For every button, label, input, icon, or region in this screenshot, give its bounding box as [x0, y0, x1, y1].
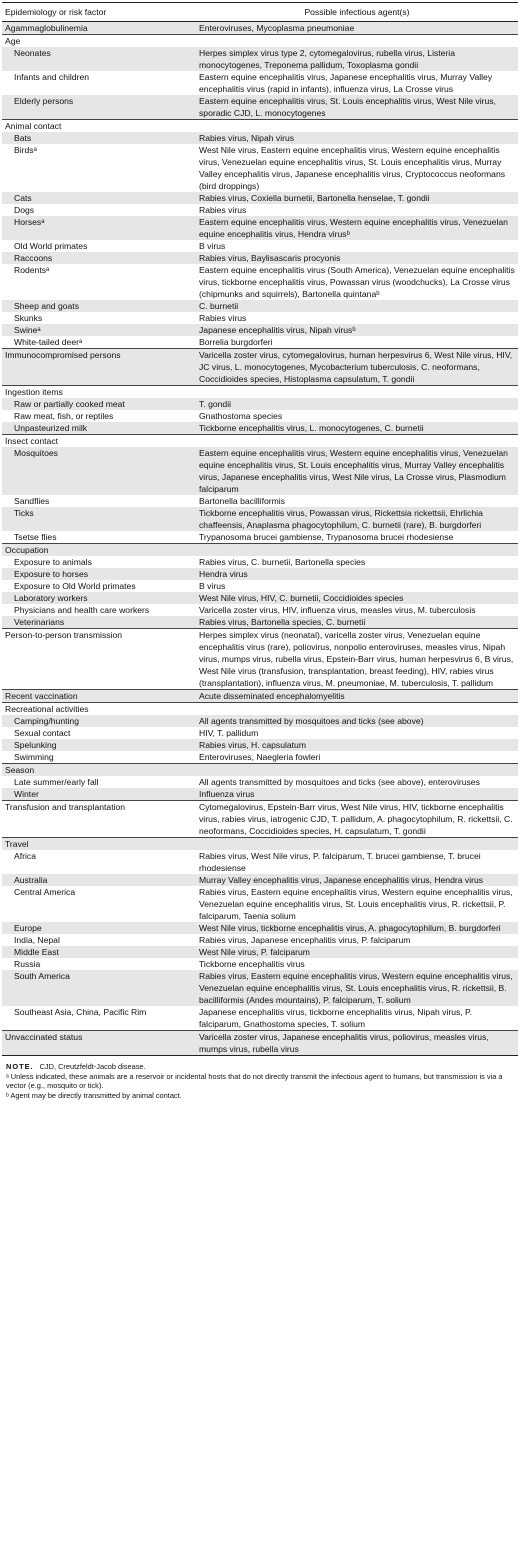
- infectious-agents-cell: Rabies virus, Bartonella species, C. burnetii: [196, 616, 518, 629]
- infectious-agents-cell: Eastern equine encephalitis virus, Western equine encephalitis virus, Venezuelan equine encephalitis virus, Hendra virusᵇ: [196, 216, 518, 240]
- table-row: [2, 850, 518, 874]
- table-header-row: [2, 3, 518, 22]
- infectious-agents-cell: Varicella zoster virus, cytomegalovirus, human herpesvirus 6, West Nile virus, HIV, JC virus, L. monocytogenes, Mycobacterium tuberculosis, C. neoformans, Coccidioides species, Histoplasma capsulatum, T. gondii: [196, 349, 518, 386]
- infectious-agents-cell: West Nile virus, tickborne encephalitis virus, A. phagocytophilum, B. burgdorferi: [196, 922, 518, 934]
- table-row: [2, 435, 518, 448]
- table-row: [2, 349, 518, 386]
- column-header-infectious-agents: Possible infectious agent(s): [196, 3, 518, 22]
- risk-factor-cell: Old World primates: [14, 241, 88, 251]
- infectious-agents-cell: West Nile virus, HIV, C. burnetii, Coccidioides species: [196, 592, 518, 604]
- footnote-a: ᵃ Unless indicated, these animals are a reservoir or incidental hosts that do not directly transmit the infectious agent to humans, but transmission is via a vector (e.g., mosquito or tick).: [6, 1071, 503, 1090]
- table-row: [2, 47, 518, 71]
- table-row: [2, 544, 518, 557]
- risk-factor-cell: Physicians and health care workers: [14, 605, 150, 615]
- table-row: [2, 690, 518, 703]
- table-notes: [2, 1056, 518, 1100]
- risk-factor-cell: White-tailed deerᵃ: [14, 337, 83, 347]
- table-row: [2, 801, 518, 838]
- infectious-agents-cell: Tickborne encephalitis virus, Powassan virus, Rickettsia rickettsii, Ehrlichia chaffeensis, Anaplasma phagocytophilum, C. burnetii (rare), B. burgdorferi: [196, 507, 518, 531]
- infectious-agents-cell: Eastern equine encephalitis virus, St. Louis encephalitis virus, West Nile virus, sporadic CJD, L. monocytogenes: [196, 95, 518, 120]
- table-row: [2, 838, 518, 851]
- infectious-agents-cell: Tickborne encephalitis virus: [199, 959, 305, 969]
- table-row: [2, 264, 518, 300]
- infectious-agents-cell: [196, 386, 518, 399]
- table-row: [2, 336, 518, 349]
- table-row: [2, 120, 518, 133]
- risk-factor-cell: Spelunking: [2, 739, 196, 751]
- risk-factor-cell: Infants and children: [14, 72, 90, 82]
- risk-factor-cell: Raw meat, fish, or reptiles: [14, 411, 114, 421]
- infectious-agents-cell: Rabies virus: [199, 313, 247, 323]
- infectious-agents-cell: [196, 764, 518, 777]
- table-row: [2, 580, 518, 592]
- risk-factor-cell: Africa: [14, 851, 36, 861]
- table-row: [2, 312, 518, 324]
- table-row: [2, 300, 518, 312]
- risk-factor-cell: Central America: [14, 887, 76, 897]
- infectious-agents-cell: T. gondii: [196, 398, 518, 410]
- risk-factor-cell: Late summer/early fall: [14, 777, 99, 787]
- table-row: [2, 531, 518, 544]
- table-row: [2, 95, 518, 120]
- table-row: [2, 604, 518, 616]
- risk-factor-cell: Sheep and goats: [2, 300, 196, 312]
- table-row: [2, 324, 518, 336]
- infectious-agents-cell: B virus: [199, 241, 226, 251]
- infectious-agents-cell: Bartonella bacilliformis: [199, 496, 285, 506]
- table-row: [2, 934, 518, 946]
- risk-factor-cell: Raccoons: [2, 252, 196, 264]
- table-row: [2, 727, 518, 739]
- risk-factor-cell: Birdsᵃ: [14, 145, 37, 155]
- risk-factor-cell: Agammaglobulinemia: [2, 22, 196, 35]
- table-row: [2, 715, 518, 727]
- infectious-agents-cell: B virus: [199, 581, 226, 591]
- table-row: [2, 629, 518, 690]
- risk-factor-cell: Swineᵃ: [2, 324, 196, 336]
- risk-factor-cell: Swimming: [14, 752, 54, 762]
- infectious-agents-cell: Eastern equine encephalitis virus (South America), Venezuelan equine encephalitis virus, tickborne encephalitis virus, Powassan virus (woodchucks), La Crosse virus (chipmunks and squirrels), Bartonella quintanaᵇ: [199, 265, 515, 299]
- footnote-b: ᵇ Agent may be directly transmitted by animal contact.: [6, 1090, 182, 1100]
- table-row: [2, 922, 518, 934]
- table-row: [2, 35, 518, 48]
- risk-factor-cell: South America: [2, 970, 196, 1006]
- infectious-agents-cell: Acute disseminated encephalomyelitis: [196, 690, 518, 703]
- risk-factor-cell: Laboratory workers: [2, 592, 196, 604]
- risk-factor-cell: Ticks: [2, 507, 196, 531]
- table-row: [2, 616, 518, 629]
- infectious-agents-cell: Rabies virus: [199, 205, 247, 215]
- table-row: [2, 946, 518, 958]
- infectious-agents-cell: Rabies virus, Eastern equine encephalitis virus, Western equine encephalitis virus, Venezuelan equine encephalitis virus, St. Louis encephalitis virus, R. rickettsii, P. falciparum, Taenia solium: [199, 887, 513, 921]
- table-row: [2, 556, 518, 568]
- infectious-agents-cell: All agents transmitted by mosquitoes and ticks (see above): [196, 715, 518, 727]
- risk-factor-cell: Raw or partially cooked meat: [2, 398, 196, 410]
- table-row: [2, 1006, 518, 1031]
- risk-factor-cell: Middle East: [2, 946, 196, 958]
- risk-factor-cell: Bats: [2, 132, 196, 144]
- infectious-agents-cell: Rabies virus, C. burnetii, Bartonella species: [199, 557, 366, 567]
- risk-factor-cell: Exposure to animals: [14, 557, 92, 567]
- risk-factor-cell: Cats: [2, 192, 196, 204]
- risk-factor-cell: Elderly persons: [2, 95, 196, 120]
- risk-factor-cell: Winter: [2, 788, 196, 801]
- risk-factor-cell: Insect contact: [2, 435, 196, 448]
- infectious-agents-cell: Trypanosoma brucei gambiense, Trypanosoma brucei rhodesiense: [199, 532, 454, 542]
- infectious-agents-cell: Japanese encephalitis virus, Nipah virusᵇ: [196, 324, 518, 336]
- risk-factor-cell: India, Nepal: [14, 935, 60, 945]
- infectious-agents-cell: All agents transmitted by mosquitoes and ticks (see above), enteroviruses: [199, 777, 480, 787]
- risk-factor-cell: Travel: [2, 838, 196, 851]
- risk-factor-cell: Recreational activities: [2, 703, 196, 716]
- risk-factor-cell: Age: [2, 35, 196, 48]
- table-row: [2, 958, 518, 970]
- risk-factor-cell: Recent vaccination: [2, 690, 196, 703]
- table-row: [2, 495, 518, 507]
- table-row: [2, 739, 518, 751]
- infectious-agents-cell: Enteroviruses, Naegleria fowleri: [199, 752, 321, 762]
- infectious-agents-cell: C. burnetii: [196, 300, 518, 312]
- column-header-risk-factor: Epidemiology or risk factor: [2, 3, 196, 22]
- infectious-agents-cell: [196, 544, 518, 557]
- table-row: [2, 204, 518, 216]
- table-row: [2, 592, 518, 604]
- risk-factor-cell: Person-to-person transmission: [2, 629, 196, 690]
- infectious-agents-cell: West Nile virus, P. falciparum: [196, 946, 518, 958]
- infectious-agents-cell: Enteroviruses, Mycoplasma pneumoniae: [196, 22, 518, 35]
- infectious-agents-cell: Tickborne encephalitis virus, L. monocytogenes, C. burnetii: [196, 422, 518, 435]
- infectious-agents-cell: [196, 703, 518, 716]
- table-row: [2, 22, 518, 35]
- table-row: [2, 192, 518, 204]
- infectious-agents-cell: Rabies virus, Nipah virus: [196, 132, 518, 144]
- infectious-agents-cell: West Nile virus, Eastern equine encephalitis virus, Western equine encephalitis virus, Venezuelan equine encephalitis virus, St. Louis encephalitis virus, Murray Valley encephalitis virus, Japanese encephalitis virus, Cryptococcus neoformans (bird droppings): [199, 145, 506, 191]
- risk-factor-cell: Europe: [2, 922, 196, 934]
- infectious-agents-cell: Varicella zoster virus, Japanese encephalitis virus, poliovirus, measles virus, mumps virus, rubella virus: [196, 1031, 518, 1056]
- risk-factor-cell: Rodentsᵃ: [14, 265, 50, 275]
- infectious-agents-cell: Rabies virus, Eastern equine encephalitis virus, Western equine encephalitis virus, Venezuelan equine encephalitis virus, St. Louis encephalitis virus, R. rickettsii, B. bacilliformis (Andes mountains), P. falciparum, T. solium: [196, 970, 518, 1006]
- risk-factor-cell: Season: [2, 764, 196, 777]
- infectious-agents-cell: [196, 35, 518, 48]
- table-row: [2, 447, 518, 495]
- table-row: [2, 386, 518, 399]
- risk-factor-cell: Exposure to Old World primates: [14, 581, 136, 591]
- risk-factor-cell: Horsesᵃ: [2, 216, 196, 240]
- infectious-agents-cell: Herpes simplex virus type 2, cytomegalovirus, rubella virus, Listeria monocytogenes, Treponema pallidum, Toxoplasma gondii: [196, 47, 518, 71]
- infectious-agents-cell: Rabies virus, Japanese encephalitis virus, P. falciparum: [199, 935, 411, 945]
- risk-factor-cell: Neonates: [2, 47, 196, 71]
- infectious-agents-cell: Varicella zoster virus, HIV, influenza virus, measles virus, M. tuberculosis: [199, 605, 476, 615]
- risk-factor-cell: Occupation: [2, 544, 196, 557]
- risk-factor-cell: Tsetse flies: [14, 532, 57, 542]
- table-row: [2, 410, 518, 422]
- table-row: [2, 144, 518, 192]
- infectious-agents-cell: Hendra virus: [196, 568, 518, 580]
- table-row: [2, 703, 518, 716]
- risk-factor-cell: Veterinarians: [2, 616, 196, 629]
- risk-factor-cell: Transfusion and transplantation: [2, 801, 196, 838]
- infectious-agents-cell: Rabies virus, H. capsulatum: [196, 739, 518, 751]
- risk-factor-cell: Ingestion items: [2, 386, 196, 399]
- table-row: [2, 71, 518, 95]
- note-line: [6, 1062, 514, 1072]
- table-row: [2, 422, 518, 435]
- table-body: [2, 22, 518, 1056]
- table-row: [2, 776, 518, 788]
- note-label: NOTE.: [6, 1062, 34, 1071]
- risk-factor-cell: Animal contact: [2, 120, 196, 133]
- infectious-agents-cell: Cytomegalovirus, Epstein-Barr virus, West Nile virus, HIV, tickborne encephalitis virus, rabies virus, iatrogenic CJD, T. pallidum, A. phagocytophilum, R. rickettsii, C. neoformans, Coccidioides species, H. capsulatum, T. gondii: [196, 801, 518, 838]
- table-row: [2, 568, 518, 580]
- risk-factor-cell: Australia: [2, 874, 196, 886]
- risk-factor-cell: Mosquitoes: [2, 447, 196, 495]
- table-row: [2, 240, 518, 252]
- risk-factor-cell: Unpasteurized milk: [2, 422, 196, 435]
- risk-factor-cell: Exposure to horses: [2, 568, 196, 580]
- infectious-agents-cell: Eastern equine encephalitis virus, Western equine encephalitis virus, Venezuelan equine encephalitis virus, St. Louis encephalitis virus, Murray Valley encephalitis virus, Japanese encephalitis virus, West Nile virus, La Crosse virus, Plasmodium falciparum: [196, 447, 518, 495]
- risk-factor-table: [2, 2, 518, 1056]
- infectious-agents-cell: Japanese encephalitis virus, tickborne encephalitis virus, Nipah virus, P. falciparum, Gnathostoma species, T. solium: [199, 1007, 473, 1029]
- infectious-agents-cell: Murray Valley encephalitis virus, Japanese encephalitis virus, Hendra virus: [196, 874, 518, 886]
- infectious-agents-cell: [196, 435, 518, 448]
- table-row: [2, 764, 518, 777]
- risk-factor-cell: Immunocompromised persons: [2, 349, 196, 386]
- risk-factor-cell: Camping/hunting: [2, 715, 196, 727]
- risk-factor-cell: Dogs: [14, 205, 35, 215]
- infectious-agents-cell: Influenza virus: [196, 788, 518, 801]
- table-row: [2, 886, 518, 922]
- risk-factor-cell: Southeast Asia, China, Pacific Rim: [14, 1007, 147, 1017]
- table-row: [2, 398, 518, 410]
- infectious-agents-cell: [196, 838, 518, 851]
- table-row: [2, 252, 518, 264]
- table-row: [2, 507, 518, 531]
- risk-factor-cell: Unvaccinated status: [2, 1031, 196, 1056]
- table-row: [2, 751, 518, 764]
- table-row: [2, 1031, 518, 1056]
- table-row: [2, 132, 518, 144]
- infectious-agents-cell: Gnathostoma species: [199, 411, 283, 421]
- table-row: [2, 788, 518, 801]
- infectious-agents-cell: Herpes simplex virus (neonatal), varicella zoster virus, Venezuelan equine encephalitis virus (rare), poliovirus, nonpolio enteroviruses, measles virus, Nipah virus, mumps virus, rubella virus, Epstein-Barr virus, human herpesvirus 6, B virus, West Nile virus (transfusion, transplantation, breast feeding), HIV, rabies virus (transplantation), influenza virus, M. pneumoniae, M. tuberculosis, T. pallidum: [196, 629, 518, 690]
- note-text: CJD, Creutzfeldt-Jacob disease.: [39, 1062, 146, 1071]
- infectious-agents-cell: Rabies virus, Baylisascaris procyonis: [196, 252, 518, 264]
- table-row: [2, 216, 518, 240]
- infectious-agents-cell: Rabies virus, West Nile virus, P. falciparum, T. brucei gambiense, T. brucei rhodesiense: [199, 851, 481, 873]
- infectious-agents-cell: [196, 120, 518, 133]
- table-row: [2, 874, 518, 886]
- table-row: [2, 970, 518, 1006]
- infectious-agents-cell: Borrelia burgdorferi: [199, 337, 273, 347]
- infectious-agents-cell: HIV, T. pallidum: [199, 728, 259, 738]
- infectious-agents-cell: Rabies virus, Coxiella burnetii, Bartonella henselae, T. gondii: [196, 192, 518, 204]
- infectious-agents-cell: Eastern equine encephalitis virus, Japanese encephalitis virus, Murray Valley encephalitis virus (rapid in infants), influenza virus, La Crosse virus: [199, 72, 493, 94]
- risk-factor-cell: Skunks: [14, 313, 43, 323]
- risk-factor-cell: Sexual contact: [14, 728, 71, 738]
- risk-factor-cell: Sandflies: [14, 496, 50, 506]
- risk-factor-cell: Russia: [14, 959, 41, 969]
